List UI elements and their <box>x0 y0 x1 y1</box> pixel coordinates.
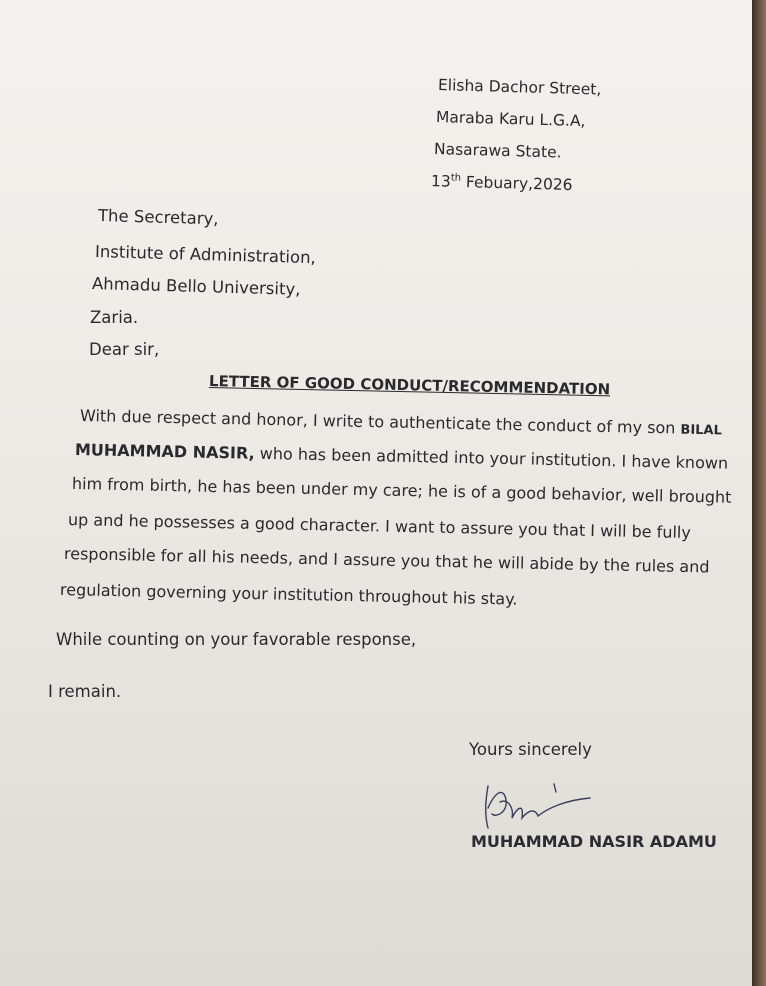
body-line1-text: With due respect and honor, I write to authenticate the conduct of my son <box>79 406 681 438</box>
body-line2 <box>75 440 728 473</box>
body-line6: regulation governing your institution throughout his stay. <box>59 580 518 609</box>
body-line4: up and he possesses a good character. I want to assure you that I will be fully <box>67 510 691 543</box>
son-first-name: BILAL <box>680 422 723 439</box>
signatory-name: MUHAMMAD NASIR ADAMU <box>471 832 717 851</box>
valediction: Yours sincerely <box>469 740 592 759</box>
handwritten-signature <box>478 778 608 840</box>
page-edge-shadow <box>752 0 766 986</box>
sender-address-line3: Nasarawa State. <box>433 140 562 162</box>
body-line3: him from birth, he has been under my care; he is of a good behavior, well brought <box>71 474 732 507</box>
son-name: MUHAMMAD NASIR, <box>74 440 255 463</box>
date-day: 13 <box>430 172 451 191</box>
recipient-line3: Ahmadu Bello University, <box>91 274 301 299</box>
letter-date <box>431 172 573 194</box>
sender-address-line1: Elisha Dachor Street, <box>437 76 602 99</box>
letter-subject: LETTER OF GOOD CONDUCT/RECOMMENDATION <box>208 372 611 399</box>
date-month-year: Febuary,2026 <box>460 172 573 195</box>
recipient-line4: Zaria. <box>90 308 139 327</box>
body-line2-text: who has been admitted into your institution. I have known <box>254 443 729 473</box>
date-suffix: th <box>450 172 462 184</box>
recipient-line2: Institute of Administration, <box>94 242 317 268</box>
recipient-line1: The Secretary, <box>97 206 219 229</box>
remain-line: I remain. <box>48 682 122 701</box>
closing-line: While counting on your favorable response, <box>56 630 417 649</box>
sender-address-line2: Maraba Karu L.G.A, <box>435 108 586 131</box>
body-line5: responsible for all his needs, and I assure you that he will abide by the rules and <box>63 544 710 577</box>
body-line1 <box>80 406 722 438</box>
salutation: Dear sir, <box>89 340 160 359</box>
